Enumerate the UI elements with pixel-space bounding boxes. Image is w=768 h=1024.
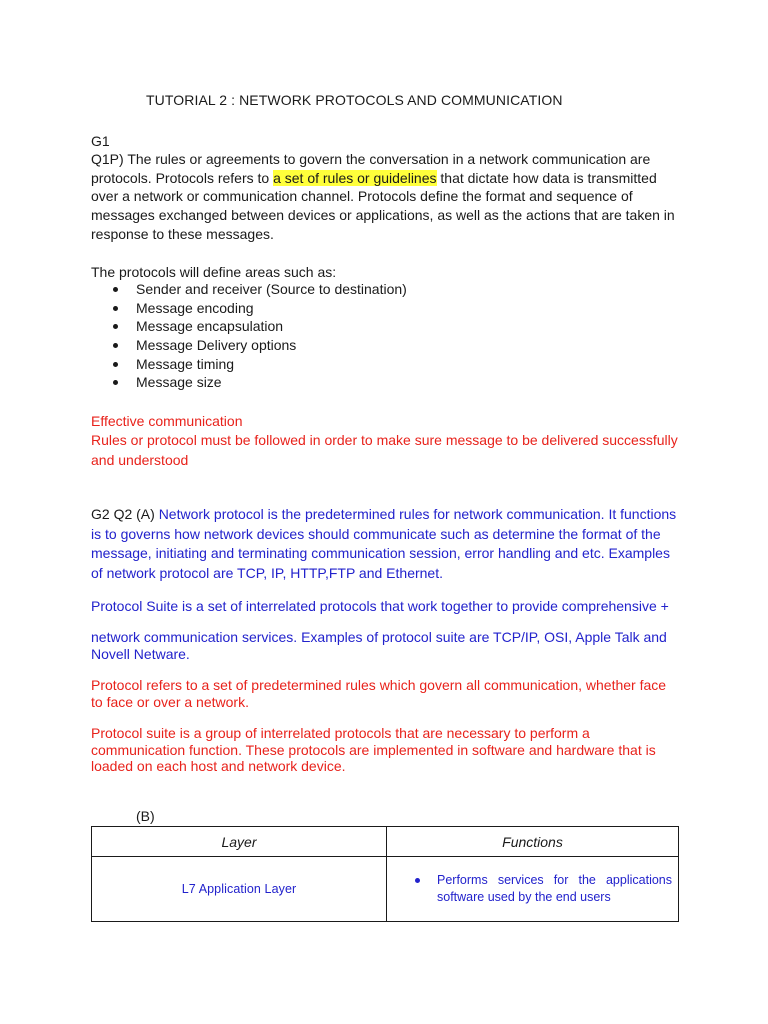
function-bullet: Performs services for the applications software used by the end users — [387, 872, 678, 907]
layer-cell: L7 Application Layer — [92, 857, 387, 922]
part-b-label: (B) — [136, 808, 155, 824]
q1-text-after: that dictate how data is transmitted over a network or communication channel. Protocols define the format and sequence of messages exchanged between devices or applications, as well as the actions that are taken in response to these messages. — [91, 169, 675, 242]
g2-network-protocol-text: Network protocol is the predetermined rules for network communication. It functions is to governs how network devices should communicate such as determine the format of the message, initiating and terminating communication session, error handling and etc. Examples of network protocol are TCP, IP, HTTP,FTP and Ethernet. — [91, 506, 677, 581]
protocol-definition-red: Protocol refers to a set of predetermined rules which govern all communication, whether face to face or over a network. — [91, 677, 667, 710]
function-cell — [387, 857, 679, 922]
list-item: Message encapsulation — [110, 317, 407, 336]
q1-highlighted-text: a set of rules or guidelines — [273, 169, 437, 186]
list-item: Message timing — [110, 355, 407, 374]
protocol-areas-intro: The protocols will define areas such as: — [91, 264, 337, 280]
table-header-row — [92, 827, 679, 857]
list-item: Sender and receiver (Source to destination) — [110, 280, 407, 299]
osi-layers-table — [91, 826, 679, 922]
table-row — [92, 857, 679, 922]
q1-answer — [91, 150, 681, 244]
effective-communication-body: Rules or protocol must be followed in order to make sure message to be delivered successfully and understood — [91, 432, 678, 468]
protocol-areas-list — [110, 280, 407, 392]
column-header-layer: Layer — [92, 827, 387, 857]
section-g1-label: G1 — [91, 133, 110, 149]
protocol-suite-text-1: Protocol Suite is a set of interrelated protocols that work together to provide comprehensive + — [91, 598, 669, 614]
list-item: Message encoding — [110, 299, 407, 318]
g2-answer-a — [91, 505, 681, 583]
effective-communication-heading: Effective communication — [91, 413, 243, 429]
list-item: Message Delivery options — [110, 336, 407, 355]
g2-prefix: G2 Q2 (A) — [91, 506, 159, 522]
protocol-suite-text-2: network communication services. Examples of protocol suite are TCP/IP, OSI, Apple Talk and Novell Netware. — [91, 629, 667, 662]
list-item: Message size — [110, 373, 407, 392]
protocol-suite-definition-red: Protocol suite is a group of interrelated protocols that are necessary to perform a communication function. These protocols are implemented in software and hardware that is loaded on each host and network device. — [91, 725, 656, 774]
document-title: TUTORIAL 2 : NETWORK PROTOCOLS AND COMMUNICATION — [146, 92, 563, 108]
column-header-functions: Functions — [387, 827, 679, 857]
q1-text-before: Q1P) The rules or agreements to govern the conversation in a network communication are protocols. Protocols refers to — [91, 151, 651, 186]
